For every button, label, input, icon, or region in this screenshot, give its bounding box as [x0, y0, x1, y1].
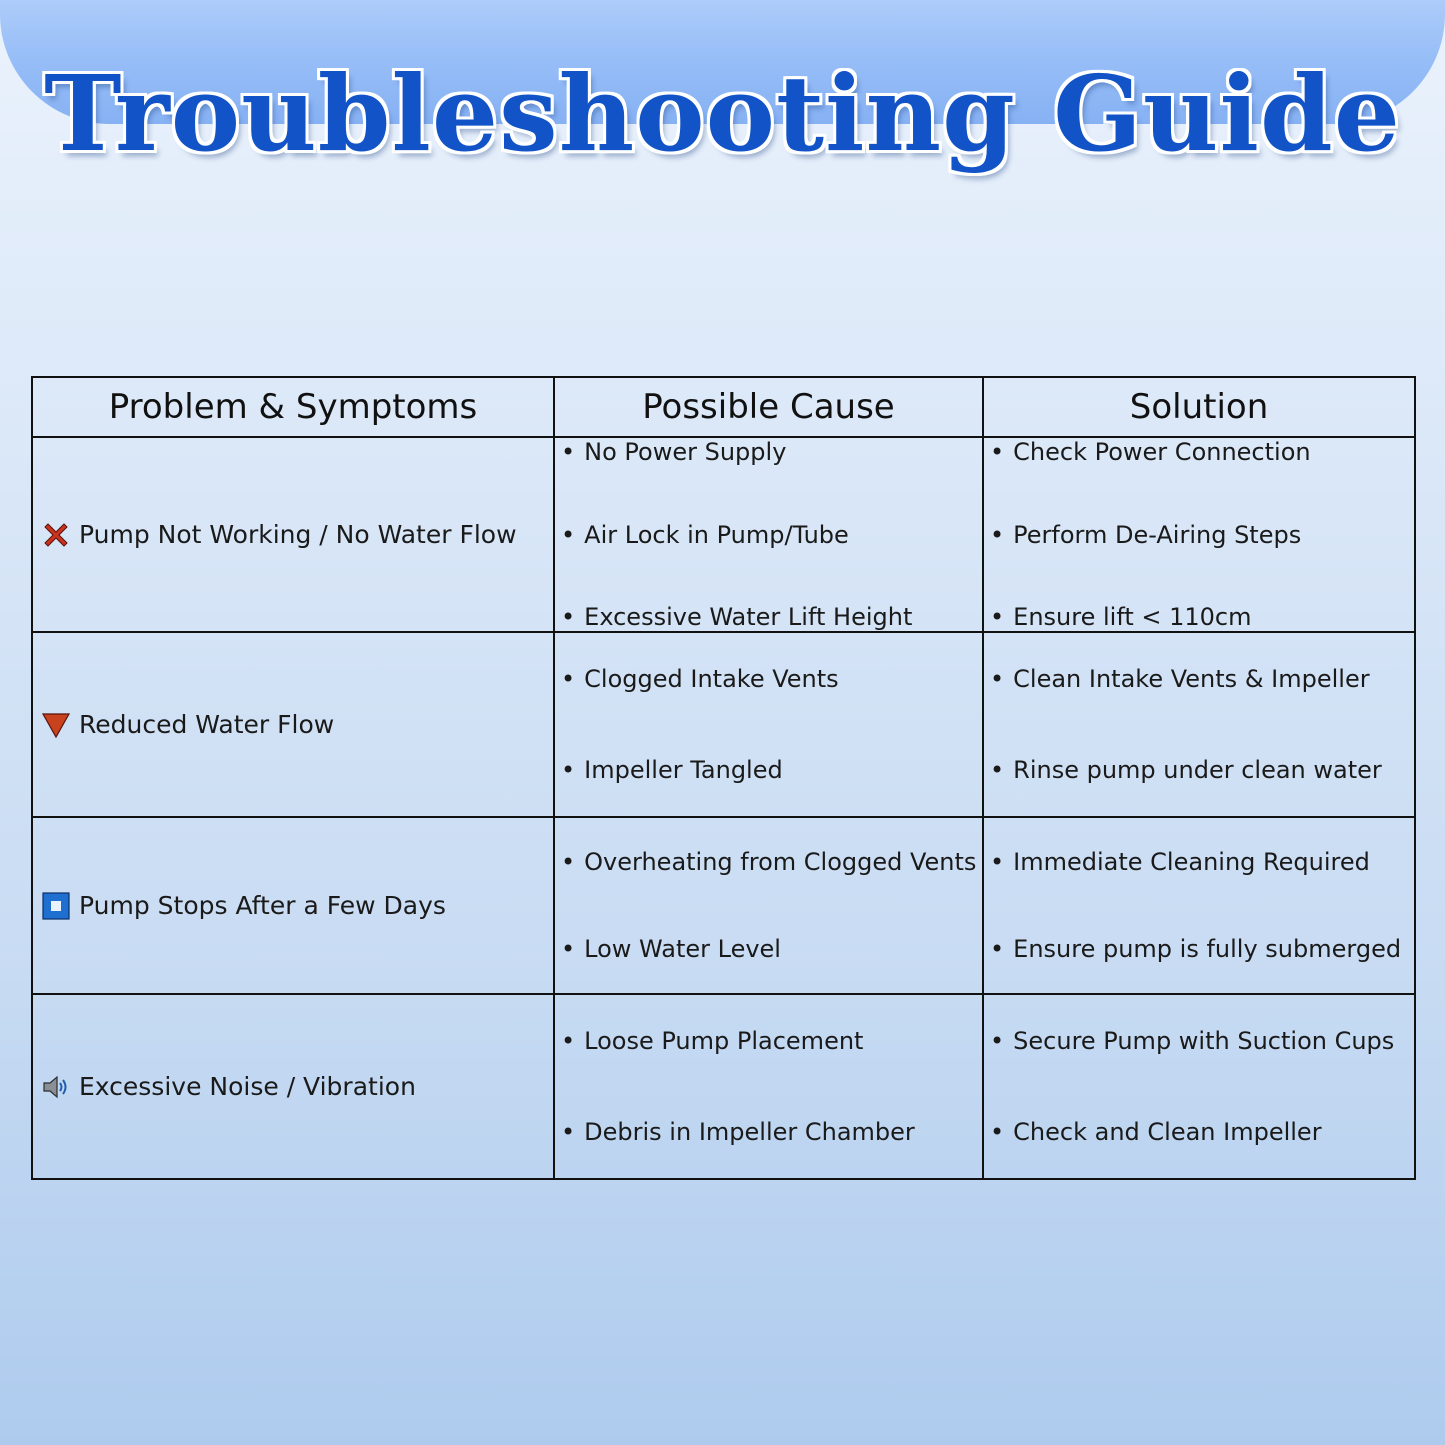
solution-item: • Clean Intake Vents & Impeller: [990, 665, 1410, 693]
table-row: [32, 632, 1415, 817]
solution-item: • Ensure pump is fully submerged: [990, 935, 1410, 963]
table-row: [32, 437, 1415, 632]
speaker-icon: [41, 1072, 71, 1102]
cause-cell: [554, 817, 983, 994]
cause-item: • Loose Pump Placement: [561, 1027, 978, 1055]
column-header-problem: Problem & Symptoms: [32, 377, 554, 437]
column-header-solution: Solution: [983, 377, 1415, 437]
problem-label: Reduced Water Flow: [79, 710, 335, 739]
solution-cell: [983, 632, 1415, 817]
troubleshooting-table: [31, 376, 1416, 1180]
problem-cell: [32, 632, 554, 817]
solution-cell: [983, 994, 1415, 1179]
solution-item: • Immediate Cleaning Required: [990, 848, 1410, 876]
solution-item: • Perform De-Airing Steps: [990, 521, 1410, 549]
solution-cell: [983, 437, 1415, 632]
column-header-cause: Possible Cause: [554, 377, 983, 437]
table-row: [32, 817, 1415, 994]
cause-item: • No Power Supply: [561, 438, 978, 466]
red-x-icon: [41, 520, 71, 550]
solution-item: • Secure Pump with Suction Cups: [990, 1027, 1410, 1055]
problem-label: Pump Not Working / No Water Flow: [79, 520, 517, 549]
cause-item: • Impeller Tangled: [561, 756, 978, 784]
problem-label: Excessive Noise / Vibration: [79, 1072, 416, 1101]
solution-item: • Ensure lift < 110cm: [990, 603, 1410, 631]
solution-cell: [983, 817, 1415, 994]
problem-cell: [32, 994, 554, 1179]
cause-cell: [554, 437, 983, 632]
down-triangle-icon: [41, 710, 71, 740]
cause-item: • Low Water Level: [561, 935, 978, 963]
solution-item: • Check Power Connection: [990, 438, 1410, 466]
cause-item: • Excessive Water Lift Height: [561, 603, 978, 631]
cause-cell: [554, 632, 983, 817]
cause-item: • Air Lock in Pump/Tube: [561, 521, 978, 549]
problem-label: Pump Stops After a Few Days: [79, 891, 446, 920]
solution-item: • Rinse pump under clean water: [990, 756, 1410, 784]
page-title: Troubleshooting Guide: [44, 52, 1401, 175]
cause-item: • Clogged Intake Vents: [561, 665, 978, 693]
cause-item: • Overheating from Clogged Vents: [561, 848, 978, 876]
blue-square-icon: [41, 891, 71, 921]
table-row: [32, 994, 1415, 1179]
problem-cell: [32, 817, 554, 994]
solution-item: • Check and Clean Impeller: [990, 1118, 1410, 1146]
cause-cell: [554, 994, 983, 1179]
table-header-row: [32, 377, 1415, 437]
cause-item: • Debris in Impeller Chamber: [561, 1118, 978, 1146]
problem-cell: [32, 437, 554, 632]
